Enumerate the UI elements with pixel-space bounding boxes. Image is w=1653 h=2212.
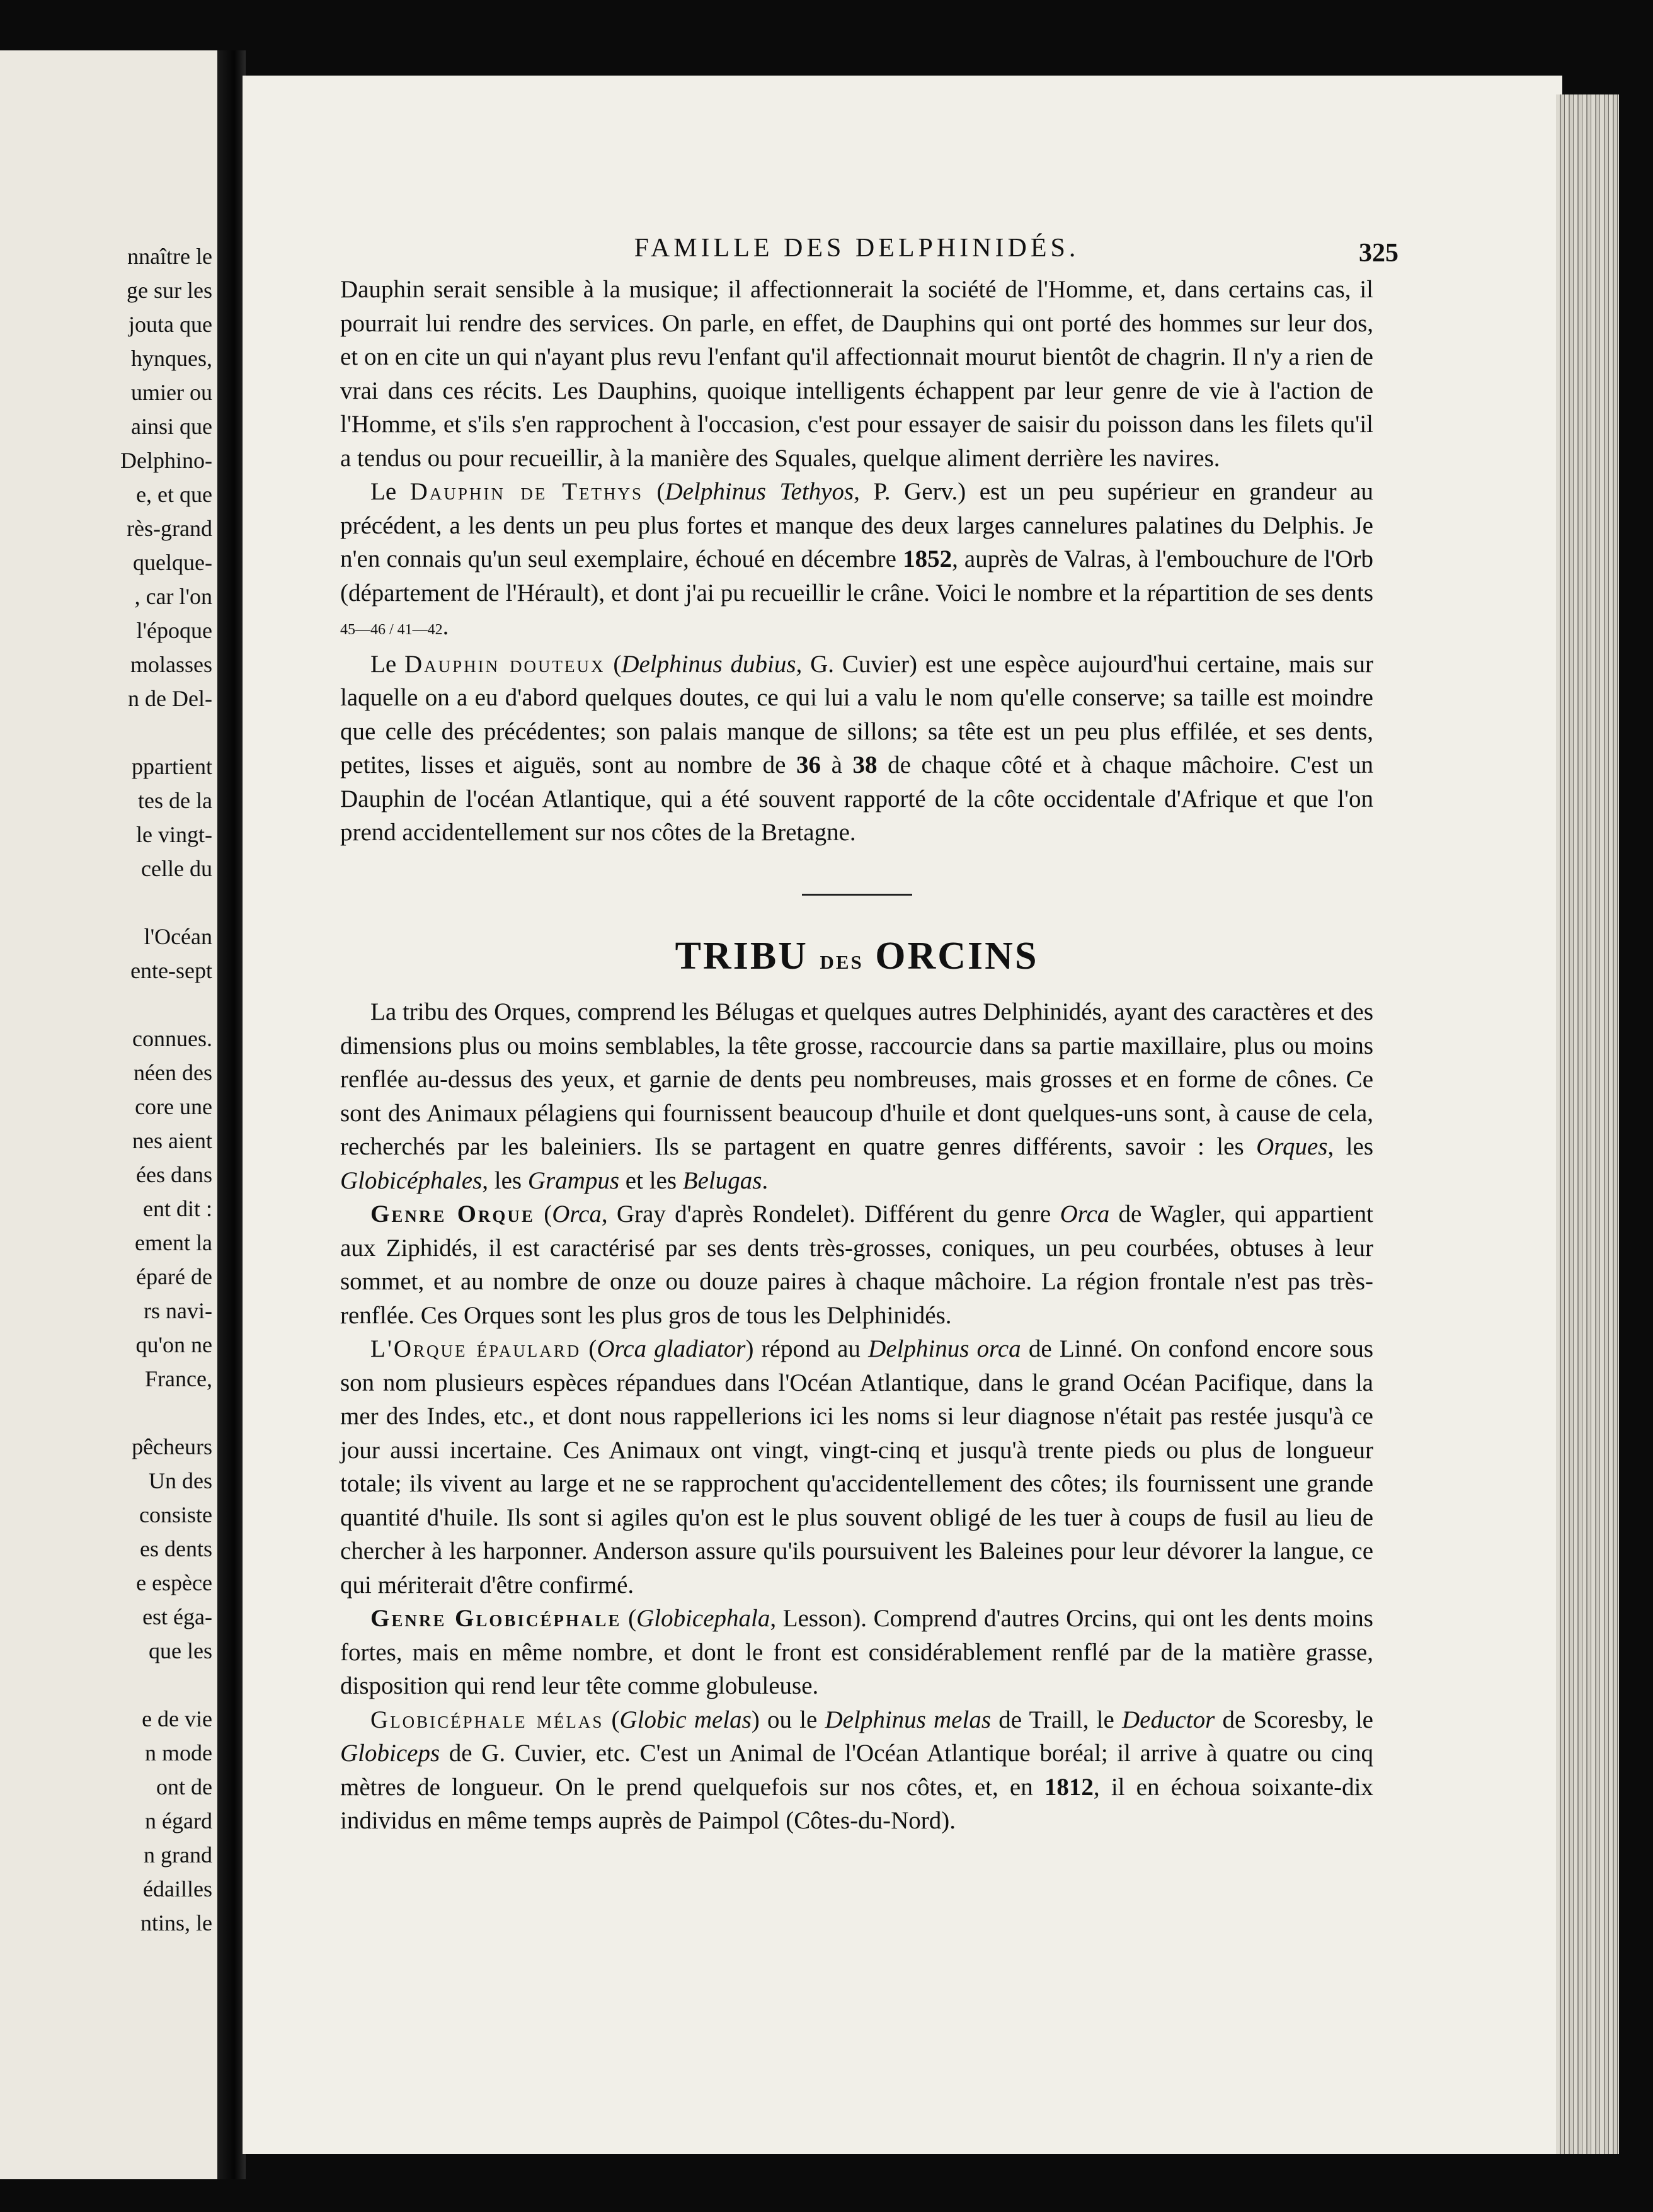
facing-page-line: que les: [149, 1638, 212, 1663]
facing-page-line: es dents: [140, 1536, 212, 1561]
p4-s3: et les: [619, 1166, 683, 1194]
p7-auth: , Lesson).: [770, 1605, 867, 1632]
facing-page-line: e, et que: [136, 482, 212, 507]
facing-page-line: molasses: [130, 652, 212, 677]
p8-t4: de G. Cuvier, etc. C'est un Animal de l'Océan Atlantique boréal; il arrive à quatre ou cinq mètres de longueur. On le prend quelquefois sur nos côtes, et, en: [340, 1740, 1373, 1801]
p4-s2: , les: [482, 1166, 528, 1194]
p8-year: 1812: [1044, 1773, 1094, 1801]
p8-l2: Delphinus melas: [825, 1706, 992, 1733]
p2-open: (: [643, 478, 665, 505]
p5-open: (: [534, 1200, 552, 1228]
paragraph-genre-globicephale: [340, 1602, 1373, 1703]
page-edges: [1556, 94, 1619, 2154]
p8-latin: Globic melas: [619, 1706, 752, 1733]
p6-open: (: [581, 1335, 597, 1362]
facing-page-line: ont de: [156, 1774, 212, 1799]
p8-close: ): [751, 1706, 760, 1733]
p8-t2: de Traill, le: [991, 1706, 1122, 1733]
p4-g1: Orques: [1256, 1133, 1328, 1160]
p2-end: .: [442, 613, 449, 640]
facing-page-line: tes de la: [138, 788, 212, 813]
p2-text2: , auprès de Valras, à l'embouchure de l'Orb (département de l'Hérault), et dont j'ai pu recueillir le crâne. Voici le nombre et la répartition de ses dents: [340, 545, 1373, 607]
p5-text: Différent du genre: [855, 1200, 1060, 1228]
facing-page-line: France,: [145, 1366, 212, 1391]
tribe-word2: des: [820, 944, 864, 975]
p5-latin2: Orca: [1060, 1200, 1110, 1228]
p3-lead: Le: [370, 650, 404, 678]
p7-latin: Globicephala: [636, 1605, 770, 1632]
p6-text2: de Linné. On confond encore sous son nom plusieurs espèces répandues dans l'Océan Atlantique, dans le grand Océan Pacifique, dans la mer des Indes, etc., et dont nous rappellerions ici les noms si leur diagnose n'était pas restée jusqu'à ce jour aussi incertaine. Ces Animaux ont vingt, vingt-cinq et jusqu'à trente pieds ou plus de longueur totale; ils vivent au large et ne se rapprochent qu'accidentellement des côtes; ils fournissent une grande quantité d'huile. Ils sont si agiles qu'on est le plus souvent obligé de les tuer à coups de fusil au lieu de chercher à les harponner. Anderson assure qu'ils poursuivent les Baleines pour leur dévorer la langue, ce qui mériterait d'être confirmé.: [340, 1335, 1374, 1599]
book-gutter: [217, 50, 246, 2179]
p3-open: (: [605, 650, 622, 678]
p8-t1: ou le: [759, 1706, 825, 1733]
facing-page-line: ainsi que: [131, 414, 212, 439]
p4-s1: , les: [1327, 1133, 1373, 1160]
p8-open: (: [603, 1706, 620, 1733]
latin-name: Delphinus Tethyos,: [665, 478, 860, 505]
p8-t3: de Scoresby, le: [1215, 1706, 1373, 1733]
species-name: Dauphin douteux: [404, 650, 605, 678]
facing-page: [0, 50, 217, 2179]
p3-auth: G. Cuvier): [802, 650, 918, 678]
p3-n2: 38: [852, 751, 878, 778]
p1-text: Dauphin serait sensible à la musique; il affectionnerait la société de l'Homme, et, dans certains cas, il pourrait lui rendre des services. On parle, en effet, de Dauphins qui ont porté des hommes sur leur dos, et on en cite un qui n'ayant plus revu l'enfant qu'il affectionnait mourut bientôt de chagrin. Il n'y a rien de vrai dans ces récits. Les Dauphins, quoique intelligents échappent par leur genre de vie à l'action de l'Homme, et s'ils s'en rapprochent à l'occasion, c'est pour essayer de saisir du poisson dans les filets qu'il a tendus ou pour recueillir, à la manière des Squales, quelque aliment derrière les navires.: [340, 276, 1373, 472]
facing-page-line: core une: [135, 1094, 212, 1119]
facing-page-line: hynques,: [131, 346, 212, 371]
facing-page-line: e de vie: [142, 1706, 212, 1731]
facing-page-line: ntins, le: [140, 1910, 212, 1936]
p6-latin: Orca gladiator: [597, 1335, 746, 1362]
p2-lead: Le: [370, 478, 410, 505]
facing-page-line: n égard: [145, 1808, 212, 1833]
p3-mid: à: [821, 751, 853, 778]
p4-g3: Grampus: [527, 1166, 620, 1194]
facing-page-line: quelque-: [133, 550, 212, 575]
facing-page-line: ge sur les: [127, 278, 212, 303]
p5-latin: Orca: [552, 1200, 602, 1228]
facing-page-line: ent dit :: [143, 1196, 212, 1221]
p2-year: 1852: [903, 545, 952, 573]
paragraph-1: [340, 273, 1373, 475]
page-number: 325: [1359, 239, 1398, 268]
dental-formula: 45—46 / 41—42: [340, 622, 443, 638]
latin-name: Delphinus dubius,: [621, 650, 803, 678]
facing-page-line: n grand: [144, 1842, 212, 1867]
p6-text: répond au: [753, 1335, 869, 1362]
facing-page-line: n de Del-: [128, 686, 212, 711]
facing-page-line: Delphino-: [120, 448, 212, 473]
facing-page-line: ées dans: [136, 1162, 212, 1187]
facing-page-line: jouta que: [129, 312, 212, 337]
paragraph-tribu-orcins: [340, 995, 1373, 1197]
facing-page-line: nnaître le: [127, 244, 212, 269]
facing-page-line: , car l'on: [134, 584, 212, 609]
facing-page-line: pêcheurs: [132, 1434, 212, 1459]
facing-page-line: le vingt-: [136, 822, 212, 847]
facing-page-line: éparé de: [136, 1264, 212, 1289]
facing-page-line: ppartient: [132, 754, 212, 779]
species-name: Globicéphale mélas: [370, 1706, 604, 1733]
p5-text2: de Wagler, qui appartient aux Ziphidés, il est caractérisé par ses dents très-grosses, coniques, un peu courbées, obtuses à leur sommet, et au nombre de onze ou douze paires à chaque mâchoire. La région frontale n'est pas très-renflée. Ces Orques sont les plus gros de tous les Delphinidés.: [340, 1200, 1373, 1329]
p7-open: (: [621, 1605, 637, 1632]
p4-g2: Globicéphales: [340, 1166, 483, 1194]
p8-t5: , il en échoua soixante-dix individus en même temps auprès de Paimpol (Côtes-du-Nord).: [340, 1773, 1373, 1834]
facing-page-line: nes aient: [132, 1128, 212, 1153]
facing-page-line: umier ou: [131, 380, 212, 405]
p3-text2: de chaque côté et à chaque mâchoire. C'est un Dauphin de l'océan Atlantique, qui a été souvent rapporté de la côte occidentale d'Afrique et que l'on prend accidentellement sur nos côtes de la Bretagne.: [340, 751, 1373, 846]
genus-name: Genre Globicéphale: [370, 1605, 622, 1632]
page-content: [340, 236, 1373, 1838]
facing-page-line: est éga-: [142, 1604, 212, 1629]
facing-page-line: e espèce: [136, 1570, 212, 1595]
facing-page-line: l'époque: [136, 618, 212, 643]
p3-text: est une espèce aujourd'hui certaine, mais sur laquelle on a eu d'abord quelques doutes, ce qui lui a valu le nom qu'elle conserve; sa taille est moindre que celle des précédentes; son palais manque de sillons; sa tête est un peu plus effilée, et ses dents, petites, lisses et aiguës, sont au nombre de: [340, 650, 1373, 778]
p4-text: La tribu des Orques, comprend les Bélugas et quelques autres Delphinidés, ayant des caractères et des dimensions plus ou moins semblables, la tête grosse, raccourcie dans sa partie maxillaire, plus ou moins renflée au-dessus des yeux, et garnie de dents peu nombreuses, mais grosses et en forme de cônes. Ce sont des Animaux pélagiens qui fournissent beaucoup d'huile et dont quelques-uns sont, à cause de cela, recherchés par les baleiniers. Ils se partagent en quatre genres différents, savoir : les: [340, 998, 1373, 1160]
facing-page-line: rs navi-: [144, 1298, 212, 1323]
facing-page-line: n mode: [145, 1740, 212, 1765]
p2-text: est un peu supérieur en grandeur au précédent, a les dents un peu plus fortes et manque des deux larges cannelures palatines du Delphis. Je n'en connais qu'un seul exemplaire, échoué en décembre: [340, 478, 1373, 573]
p8-l3: Deductor: [1121, 1706, 1215, 1733]
facing-page-line: ement la: [135, 1230, 212, 1255]
p3-n1: 36: [796, 751, 821, 778]
running-title: FAMILLE DES DELPHINIDÉS.: [634, 234, 1080, 263]
p6-close: ): [745, 1335, 754, 1362]
facing-page-line: rès-grand: [127, 516, 212, 541]
section-divider: [802, 894, 912, 896]
paragraph-genre-orque: [340, 1197, 1373, 1332]
species-name: Dauphin de Tethys: [409, 478, 644, 505]
paragraph-orque-epaulard: [340, 1332, 1373, 1602]
p2-auth: P. Gerv.): [859, 478, 966, 505]
facing-page-line: connues.: [132, 1026, 212, 1051]
section-title: [340, 934, 1373, 978]
p4-end: .: [762, 1166, 769, 1194]
paragraph-dauphin-tethys: [340, 475, 1373, 647]
facing-page-line: néen des: [134, 1060, 212, 1085]
species-name: L'Orque épaulard: [370, 1335, 581, 1362]
p8-l4: Globiceps: [340, 1740, 440, 1767]
facing-page-line: consiste: [139, 1502, 212, 1527]
p7-text: Comprend d'autres Orcins, qui ont les dents moins fortes, mais en même nombre, et dont le front est considérablement renflé par de la matière grasse, disposition qui rend leur tête comme globuleuse.: [340, 1605, 1373, 1699]
facing-page-line: Un des: [149, 1468, 212, 1493]
p6-latin2: Delphinus orca: [868, 1335, 1021, 1362]
facing-page-line: l'Océan: [144, 924, 212, 949]
facing-page-line: ente-sept: [130, 958, 212, 983]
tribe-word1: TRIBU: [675, 934, 808, 978]
tribe-word3: ORCINS: [875, 934, 1039, 978]
paragraph-globicephale-melas: [340, 1703, 1373, 1838]
p4-g4: Belugas: [682, 1166, 762, 1194]
paragraph-dauphin-douteux: [340, 647, 1373, 850]
genus-name: Genre Orque: [370, 1200, 535, 1228]
facing-page-line: édailles: [143, 1876, 212, 1901]
facing-page-line: qu'on ne: [135, 1332, 212, 1357]
facing-page-line: celle du: [141, 856, 212, 881]
p5-auth: , Gray d'après Rondelet).: [601, 1200, 855, 1228]
